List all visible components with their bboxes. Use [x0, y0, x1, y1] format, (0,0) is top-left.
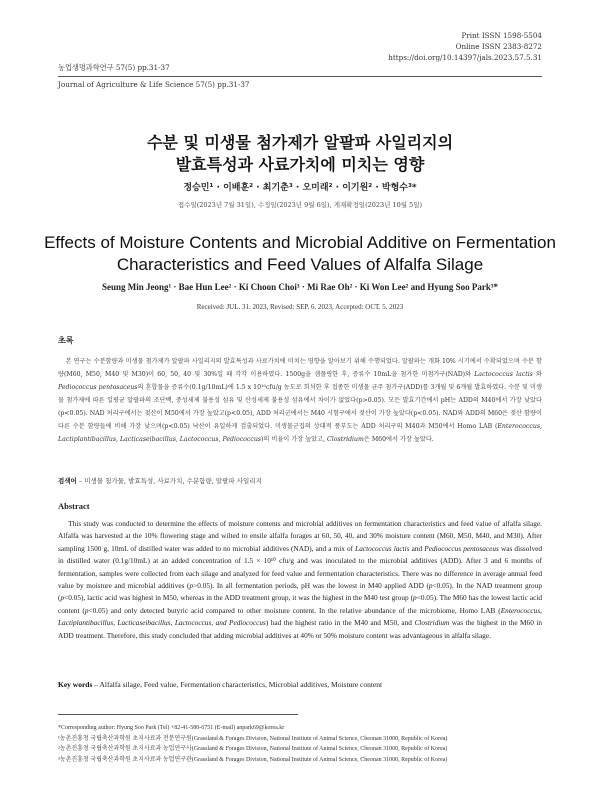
authors-english: Seung Min Jeong¹ · Bae Hun Lee² · Ki Choon Choi³ · Mi Rae Oh² · Ki Won Lee² and Hyung Soo Park³* — [101, 282, 499, 292]
footnote-rule — [58, 714, 298, 715]
keywords-en-label: Key words — [58, 680, 93, 689]
doi-link[interactable]: https://doi.org/10.14397/jals.2023.57.5.31 — [388, 53, 542, 62]
title-english-line2: Characteristics and Feed Values of Alfalfa Silage — [116, 255, 484, 274]
title-korean-line2: 발효특성과 사료가치에 미치는 영향 — [175, 155, 425, 174]
keywords-ko-list: – 미생물 첨가물, 발효특성, 사료가치, 수분함량, 알팔파 사일리지 — [76, 477, 262, 485]
keywords-english — [58, 680, 382, 689]
title-korean — [40, 132, 560, 176]
title-english — [30, 232, 570, 276]
title-korean-line1: 수분 및 미생물 첨가제가 알팔파 사일리지의 — [146, 133, 454, 152]
affiliation-3: ³농촌진흥청 국립축산과학원 초지사료과 농업연구관(Grassland & Forages Division, National Institute of Animal Science, Cheonan 31000, Republic of Korea) — [58, 756, 448, 763]
abstract-english: This study was conducted to determine the effects of moisture contents and microbial additives on fermentation characteristics and feed value of alfalfa silage. Alfalfa was harvested at the 10% flowering stage and wilted to ensile alfalfa forages at 60, 50, 40, and 30% moisture content (M60, M50, M40, and M30). After sampling 1500 g, 10mL of distilled water was added to no microbial additives (NAD), and a mix of Lactococcus lactis and Pediococcus pentosaceus was dissolved in distilled water (0.1g/10mL) at an added concentration of 1.5 × 10¹⁰ cfu/g and was inoculated to the microbial additives (ADD). After 3 and 6 months of fermentation, samples were collected from each silage and analyzed for feed value and fermentation characteristics. There was no difference in average annual feed value by moisture and microbial additives (p>0.05). In all fermentation periods, pH was the lowest in M40 applied ADD (p<0.05). In the NAD treatment group (p<0.05), lactic acid was highest in M50, whereas in the ADD treatment group, it was the highest in the M40 test group (p<0.05). The M60 has the lowest lactic acid content (p<0.05) and only detected butyric acid compared to other moisture content. In the relative abundance of the microbiome, Homo LAB (Enterococcus, Lactiplantibacillus, Lacticaseibacillus, Lactococcus, and Pediococcus) had the highest ratio in the M40 and M50, and Clostridium was the highest in the M60 in ADD treatment. Therefore, this study concluded that adding microbial additives at 40% or 50% moisture content was advantageous in alfalfa silage. — [58, 519, 542, 640]
title-english-line1: Effects of Moisture Contents and Microbial Additive on Fermentation — [44, 233, 556, 252]
keywords-en-list: – Alfalfa silage, Feed value, Fermentation characteristics, Microbial additives, Moisture content — [92, 680, 383, 689]
dates-korean: 접수일(2023년 7월 31일), 수정일(2023년 9월 6일), 게재확정일(2023년 10월 5일) — [177, 201, 423, 209]
journal-name-ko: 농업생명과학연구 57(5) pp.31-37 — [58, 63, 170, 72]
print-issn: Print ISSN 1598-5504 — [461, 31, 542, 40]
affiliation-2: ²농촌진흥청 국립축산과학원 초지사료과 농업연구사(Grassland & Forages Division, National Institute of Animal Science, Cheonan 31000, Republic of Korea) — [58, 746, 448, 752]
footnotes — [58, 723, 542, 765]
journal-name-en: Journal of Agriculture & Life Science 57(5) pp.31-37 — [58, 80, 250, 89]
affiliation-1: ¹농촌진흥청 국립축산과학원 초지사료과 전문연구원(Grassland & Forages Division, National Institute of Animal Science, Cheonan 31000, Republic of Korea) — [58, 735, 448, 742]
header-rule — [58, 76, 542, 77]
online-issn: Online ISSN 2383-8272 — [455, 42, 542, 51]
abstract-en-heading: Abstract — [58, 501, 90, 511]
authors-korean: 정승민¹ · 이배훈² · 최기춘³ · 오미래² · 이기원² · 박형수³* — [183, 183, 417, 193]
dates-english: Received: JUL. 31. 2023, Revised: SEP. 6. 2023, Accepted: OCT. 5. 2023 — [196, 303, 404, 311]
corresponding-author: *Corresponding author: Hyung Soo Park (Tel) +82-41-580-6751 (E-mail) anpark69@korea.kr — [58, 725, 285, 731]
journal-identifiers — [388, 30, 542, 63]
abstract-korean: 본 연구는 수분함량과 미생물 첨가제가 알팔파 사일리지의 발효특성과 사료가치에 미치는 영향을 알아보기 위해 수행되었다. 알팔파는 개화 10% 시기에서 수확되었으며 수분 함량(M60, M50, M40 및 M30)이 60, 50, 40 및 30%일 때 각각 이용하였다. 1500g을 샘플링한 후, 증류수 10mL을 첨가한 미첨가구(NAD)와 Lactococcus lactis 와 Pediococcus pentosaceus의 혼합물을 증류수(0.1g/10mL)에 1.5 x 10¹⁰cfu/g 농도로 희석한 후 접종한 미생물 균주 첨가구(ADD)를 3개월 및 6개월 발효하였다. 수분 및 미생물 첨가제에 따른 일평균 알팔파의 조단백, 중성세제 불용성 섬유 및 산성세제 불용성 섬유에서 차이가 없었다(p>0.05). 모든 발효기간에서 pH는 ADD의 M40에서 가장 낮았다(p<0.05). NAD 처리구에서는 젖산이 M50에서 가장 높았고(p<0.05), ADD 처리군에서는 M40 시험구에서 젖산이 가장 높았다(p<0.05). NAD와 ADD의 M60은 젖산 함량이 다른 수분 함량들에 비해 가장 낮으며(p<0.05) 낙산이 유일하게 검출되었다. 미생물군집의 상대적 풍부도는 ADD 처리구의 M40과 M50에서 Homo LAB (Enterococcus, Lactiplantibacillus, Lacticaseibacillus, Lactococcus, Pediococcus)의 비율이 가장 높았고, Clostridium은 M60에서 가장 높았다. — [58, 358, 542, 443]
keywords-korean — [58, 476, 262, 485]
abstract-ko-heading: 초록 — [58, 335, 74, 345]
keywords-ko-label: 검색어 — [58, 477, 77, 485]
